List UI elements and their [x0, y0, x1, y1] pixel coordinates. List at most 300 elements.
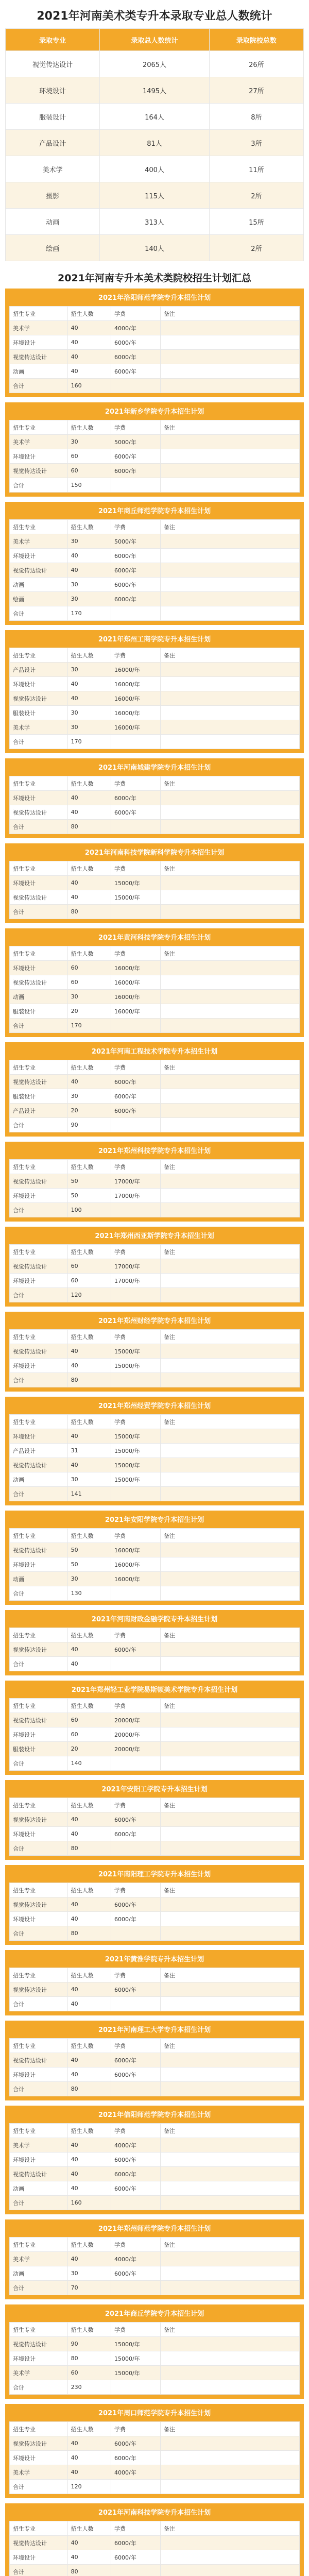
plan-row — [10, 890, 300, 905]
plan-cell: 80 — [67, 820, 111, 834]
school-plan-table — [9, 1798, 300, 1856]
plan-row — [10, 1444, 300, 1458]
plan-cell: 15000/年 — [111, 1458, 161, 1472]
school-plan-table — [9, 648, 300, 749]
plan-cell: 环境设计 — [10, 335, 68, 350]
plan-row — [10, 2337, 300, 2351]
plan-cell: 服装设计 — [10, 706, 68, 720]
plan-cell: 40 — [67, 2053, 111, 2067]
summary-cell: 美术学 — [6, 156, 100, 182]
plan-header-cell: 招生人数 — [67, 1330, 111, 1344]
summary-row — [6, 182, 304, 209]
plan-cell: 15000/年 — [111, 1444, 161, 1458]
plan-cell: 6000/年 — [111, 364, 161, 379]
plan-cell: 动画 — [10, 2181, 68, 2196]
plan-cell: 40 — [67, 2252, 111, 2266]
plan-header-cell: 学费 — [111, 2323, 161, 2337]
plan-cell: 视觉传达设计 — [10, 1259, 68, 1274]
plan-cell: 16000/年 — [111, 720, 161, 735]
plan-cell: 6000/年 — [111, 549, 161, 563]
plan-row — [10, 578, 300, 592]
plan-header-row — [10, 1628, 300, 1642]
plan-row — [10, 905, 300, 919]
summary-row — [6, 235, 304, 261]
plan-cell: 31 — [67, 1444, 111, 1458]
plan-cell: 6000/年 — [111, 791, 161, 805]
plan-row — [10, 2196, 300, 2210]
plan-cell — [160, 1458, 299, 1472]
plan-cell — [160, 1557, 299, 1572]
plan-cell: 合计 — [10, 2565, 68, 2576]
school-plan-block — [5, 758, 304, 838]
plan-cell — [160, 1997, 299, 2011]
plan-header-cell: 学费 — [111, 648, 161, 663]
summary-row — [6, 104, 304, 130]
plan-header-cell: 招生人数 — [67, 2039, 111, 2053]
plan-cell: 40 — [67, 2067, 111, 2082]
plan-cell: 视觉传达设计 — [10, 2337, 68, 2351]
plan-cell: 合计 — [10, 2082, 68, 2096]
plan-row — [10, 1926, 300, 1941]
plan-cell — [160, 2436, 299, 2451]
plan-row — [10, 2082, 300, 2096]
school-plan-title: 2021年郑州轻工业学院易斯顿美术学院专升本招生计划 — [71, 1686, 238, 1694]
summary-cell: 动画 — [6, 209, 100, 235]
summary-cell: 11所 — [209, 156, 303, 182]
plan-cell — [160, 990, 299, 1004]
plan-cell: 合计 — [10, 379, 68, 393]
plan-header-cell: 招生专业 — [10, 1245, 68, 1259]
plan-cell — [160, 1373, 299, 1387]
plan-cell: 30 — [67, 1089, 111, 1104]
plan-cell — [160, 1982, 299, 1997]
plan-cell — [160, 335, 299, 350]
school-plan-title: 2021年河南城建学院专升本招生计划 — [98, 764, 211, 772]
summary-cell: 环境设计 — [6, 77, 100, 104]
plan-cell — [160, 1075, 299, 1089]
school-plan-block — [5, 1681, 304, 1775]
plan-cell: 6000/年 — [111, 1089, 161, 1104]
plan-row — [10, 1259, 300, 1274]
plan-cell — [111, 820, 161, 834]
plan-cell: 视觉传达设计 — [10, 563, 68, 578]
plan-row — [10, 1359, 300, 1373]
school-plan-title: 2021年安阳学院专升本招生计划 — [105, 1516, 204, 1524]
plan-cell: 40 — [67, 791, 111, 805]
plan-cell — [111, 478, 161, 493]
plan-header-cell: 学费 — [111, 2238, 161, 2252]
plan-header-cell: 学费 — [111, 1415, 161, 1429]
plan-cell — [160, 2067, 299, 2082]
plan-row — [10, 2565, 300, 2576]
plan-cell — [160, 1259, 299, 1274]
school-plan-title: 2021年信阳师范学院专升本招生计划 — [98, 2111, 211, 2119]
school-plan-title: 2021年商丘学院专升本招生计划 — [105, 2310, 204, 2318]
plan-cell: 50 — [67, 1543, 111, 1557]
plan-cell — [160, 1727, 299, 1742]
plan-cell: 60 — [67, 449, 111, 464]
plan-header-cell: 学费 — [111, 1883, 161, 1897]
plan-cell — [160, 1543, 299, 1557]
plan-cell: 合计 — [10, 1841, 68, 1856]
plan-cell: 视觉传达设计 — [10, 1543, 68, 1557]
summary-cell: 视觉传达设计 — [6, 51, 100, 77]
plan-cell: 130 — [67, 1586, 111, 1601]
plan-header-row — [10, 2422, 300, 2436]
plan-cell: 20 — [67, 1104, 111, 1118]
school-plan-block — [5, 1610, 304, 1675]
plan-cell: 15000/年 — [111, 1359, 161, 1373]
plan-cell: 绘画 — [10, 592, 68, 606]
plan-cell — [160, 2366, 299, 2380]
plan-row — [10, 2380, 300, 2395]
plan-header-cell: 备注 — [160, 420, 299, 435]
plan-cell: 视觉传达设计 — [10, 2436, 68, 2451]
school-plan-title: 2021年郑州财经学院专升本招生计划 — [98, 1317, 211, 1325]
plan-cell: 40 — [67, 350, 111, 364]
plan-cell: 合计 — [10, 1203, 68, 1217]
plan-cell — [160, 1118, 299, 1132]
plan-cell: 环境设计 — [10, 2451, 68, 2465]
plan-cell — [160, 1274, 299, 1288]
plan-cell: 视觉传达设计 — [10, 1174, 68, 1189]
plan-header-cell: 学费 — [111, 1699, 161, 1713]
plan-cell — [160, 1104, 299, 1118]
plan-header-cell: 招生专业 — [10, 1529, 68, 1543]
plan-cell — [160, 478, 299, 493]
plan-cell — [160, 563, 299, 578]
plan-header-row — [10, 1330, 300, 1344]
school-plan-block — [5, 630, 304, 753]
school-plan-table — [9, 776, 300, 834]
plan-cell — [160, 2196, 299, 2210]
plan-row — [10, 1429, 300, 1444]
plan-cell: 美术学 — [10, 2138, 68, 2153]
plan-cell — [160, 706, 299, 720]
plan-header-cell: 备注 — [160, 520, 299, 534]
plan-header-cell: 学费 — [111, 2521, 161, 2536]
plan-cell — [160, 2053, 299, 2067]
school-plan-table — [9, 1628, 300, 1671]
plan-row — [10, 321, 300, 335]
plan-cell: 环境设计 — [10, 791, 68, 805]
school-plan-title: 2021年郑州师范学院专升本招生计划 — [98, 2225, 211, 2233]
plan-cell — [160, 2380, 299, 2395]
summary-cell: 81人 — [100, 130, 210, 156]
school-plan-block — [5, 2219, 304, 2299]
plan-cell: 6000/年 — [111, 2536, 161, 2550]
plan-cell: 视觉传达设计 — [10, 1642, 68, 1657]
summary-row — [6, 77, 304, 104]
plan-cell: 美术学 — [10, 720, 68, 735]
school-plan-block — [5, 928, 304, 1037]
plan-cell: 视觉传达设计 — [10, 805, 68, 820]
plan-cell: 40 — [67, 2436, 111, 2451]
plan-cell — [160, 735, 299, 749]
plan-row — [10, 2281, 300, 2295]
plan-cell: 视觉传达设计 — [10, 350, 68, 364]
plan-row — [10, 1373, 300, 1387]
plan-cell: 30 — [67, 706, 111, 720]
plan-row — [10, 1118, 300, 1132]
plan-header-cell: 招生人数 — [67, 2124, 111, 2138]
plan-cell — [111, 1841, 161, 1856]
plan-cell: 40 — [67, 691, 111, 706]
plan-cell: 170 — [67, 735, 111, 749]
plan-row — [10, 1657, 300, 1671]
plan-header-cell: 招生专业 — [10, 861, 68, 876]
plan-header-cell: 备注 — [160, 1415, 299, 1429]
plan-cell: 40 — [67, 2451, 111, 2465]
summary-cell: 115人 — [100, 182, 210, 209]
plan-cell — [160, 905, 299, 919]
plan-row — [10, 606, 300, 621]
school-plan-title: 2021年郑州经贸学院专升本招生计划 — [98, 1402, 211, 1410]
plan-cell: 6000/年 — [111, 1075, 161, 1089]
plan-cell: 合计 — [10, 1657, 68, 1671]
plan-cell: 30 — [67, 2266, 111, 2281]
school-plan-table — [9, 1698, 300, 1771]
plan-cell: 40 — [67, 1997, 111, 2011]
plan-row — [10, 1288, 300, 1302]
plan-cell: 合计 — [10, 2480, 68, 2494]
plan-row — [10, 335, 300, 350]
plan-cell — [111, 2281, 161, 2295]
school-plan-table — [9, 2123, 300, 2210]
plan-cell: 合计 — [10, 1997, 68, 2011]
plan-row — [10, 1089, 300, 1104]
plan-cell: 6000/年 — [111, 449, 161, 464]
plan-header-cell: 招生专业 — [10, 1160, 68, 1174]
plan-row — [10, 1189, 300, 1203]
plan-cell: 80 — [67, 905, 111, 919]
plan-cell — [111, 1373, 161, 1387]
plan-cell: 产品设计 — [10, 1104, 68, 1118]
plan-row — [10, 2451, 300, 2465]
plan-cell: 170 — [67, 1019, 111, 1033]
plan-cell: 30 — [67, 592, 111, 606]
plan-row — [10, 478, 300, 493]
plan-header-cell: 招生专业 — [10, 2422, 68, 2436]
plan-row — [10, 1572, 300, 1586]
plan-cell — [160, 2465, 299, 2480]
plan-cell: 16000/年 — [111, 677, 161, 691]
plan-header-cell: 备注 — [160, 1160, 299, 1174]
plan-header-cell: 备注 — [160, 648, 299, 663]
plan-header-cell: 招生专业 — [10, 946, 68, 961]
plan-cell — [160, 2565, 299, 2576]
plan-cell: 4000/年 — [111, 2138, 161, 2153]
plan-cell: 160 — [67, 2196, 111, 2210]
plan-cell: 40 — [67, 335, 111, 350]
plan-row — [10, 1174, 300, 1189]
plan-header-cell: 招生人数 — [67, 520, 111, 534]
plan-cell — [160, 1713, 299, 1727]
plan-cell: 40 — [67, 1429, 111, 1444]
school-plan-block — [5, 1865, 304, 1945]
plan-cell: 6000/年 — [111, 592, 161, 606]
plan-cell: 6000/年 — [111, 1642, 161, 1657]
plan-row — [10, 364, 300, 379]
plan-row — [10, 1458, 300, 1472]
plan-row — [10, 1543, 300, 1557]
plan-header-cell: 招生专业 — [10, 1699, 68, 1713]
plan-cell: 15000/年 — [111, 876, 161, 890]
plan-cell: 40 — [67, 1982, 111, 1997]
plan-header-row — [10, 861, 300, 876]
plan-header-cell: 备注 — [160, 307, 299, 321]
school-plan-table — [9, 946, 300, 1033]
plan-header-cell: 招生人数 — [67, 1883, 111, 1897]
summary-cell: 摄影 — [6, 182, 100, 209]
plan-cell: 60 — [67, 1274, 111, 1288]
plan-header-cell: 招生专业 — [10, 1798, 68, 1812]
plan-cell — [111, 379, 161, 393]
plan-cell: 环境设计 — [10, 677, 68, 691]
summary-cell: 8所 — [209, 104, 303, 130]
plan-cell: 6000/年 — [111, 2266, 161, 2281]
plan-cell — [160, 534, 299, 549]
plan-header-cell: 学费 — [111, 307, 161, 321]
plan-row — [10, 1104, 300, 1118]
plan-cell: 80 — [67, 1373, 111, 1387]
plan-header-cell: 招生人数 — [67, 2323, 111, 2337]
plan-cell — [160, 2451, 299, 2465]
plan-cell: 15000/年 — [111, 2366, 161, 2380]
plan-row — [10, 1586, 300, 1601]
plan-cell — [160, 805, 299, 820]
plan-cell: 产品设计 — [10, 663, 68, 677]
plan-cell: 40 — [67, 321, 111, 335]
plan-header-cell: 招生专业 — [10, 1883, 68, 1897]
plan-cell — [160, 1586, 299, 1601]
plan-header-cell: 招生人数 — [67, 420, 111, 435]
plan-row — [10, 1557, 300, 1572]
plan-row — [10, 2550, 300, 2565]
plan-row — [10, 1075, 300, 1089]
plan-cell — [111, 1019, 161, 1033]
plan-cell: 40 — [67, 2465, 111, 2480]
plan-cell — [111, 2380, 161, 2395]
plan-cell: 视觉传达设计 — [10, 1458, 68, 1472]
school-plan-block — [5, 1042, 304, 1137]
plan-cell — [160, 2082, 299, 2096]
plan-cell: 视觉传达设计 — [10, 464, 68, 478]
plan-header-row — [10, 1968, 300, 1982]
plan-header-cell: 招生人数 — [67, 1245, 111, 1259]
plan-cell: 6000/年 — [111, 1827, 161, 1841]
school-plan-table — [9, 1329, 300, 1387]
plan-cell: 6000/年 — [111, 563, 161, 578]
plan-cell: 环境设计 — [10, 1827, 68, 1841]
plan-cell — [160, 1203, 299, 1217]
plan-header-row — [10, 1699, 300, 1713]
plan-cell: 40 — [67, 890, 111, 905]
plan-header-cell: 学费 — [111, 776, 161, 791]
plan-cell — [160, 1089, 299, 1104]
plan-cell — [160, 364, 299, 379]
plan-cell: 17000/年 — [111, 1174, 161, 1189]
plan-cell: 40 — [67, 2153, 111, 2167]
plan-cell — [160, 2167, 299, 2181]
plan-row — [10, 805, 300, 820]
plan-header-cell: 招生人数 — [67, 648, 111, 663]
plan-cell: 环境设计 — [10, 1429, 68, 1444]
school-plan-block — [5, 1142, 304, 1222]
plan-cell: 40 — [67, 1657, 111, 1671]
plan-cell: 30 — [67, 1572, 111, 1586]
plan-cell: 视觉传达设计 — [10, 975, 68, 990]
plan-row — [10, 379, 300, 393]
plan-header-row — [10, 946, 300, 961]
plan-cell: 15000/年 — [111, 1344, 161, 1359]
school-plan-table — [9, 861, 300, 919]
plan-cell: 美术学 — [10, 2252, 68, 2266]
plan-row — [10, 706, 300, 720]
plan-header-row — [10, 307, 300, 321]
plan-cell: 合计 — [10, 1019, 68, 1033]
plan-header-row — [10, 1160, 300, 1174]
school-plan-title: 2021年周口师范学院专升本招生计划 — [98, 2410, 211, 2417]
plan-cell: 15000/年 — [111, 2351, 161, 2366]
plan-cell — [160, 975, 299, 990]
plan-cell — [160, 464, 299, 478]
plan-row — [10, 1827, 300, 1841]
plan-cell — [160, 1429, 299, 1444]
plan-cell: 40 — [67, 2167, 111, 2181]
plan-cell: 90 — [67, 1118, 111, 1132]
plan-header-row — [10, 2521, 300, 2536]
plan-cell: 美术学 — [10, 321, 68, 335]
plan-cell — [111, 1203, 161, 1217]
plan-cell: 6000/年 — [111, 2436, 161, 2451]
plan-row — [10, 1203, 300, 1217]
plan-header-cell: 招生人数 — [67, 1628, 111, 1642]
plan-header-row — [10, 2238, 300, 2252]
school-plan-title: 2021年商丘师范学院专升本招生计划 — [98, 507, 211, 515]
plan-cell — [160, 1288, 299, 1302]
plan-cell: 80 — [67, 2351, 111, 2366]
plan-cell: 140 — [67, 1756, 111, 1771]
summary-cell: 2所 — [209, 182, 303, 209]
school-plan-table — [9, 2521, 300, 2576]
plan-header-cell: 招生专业 — [10, 520, 68, 534]
plan-cell: 16000/年 — [111, 1572, 161, 1586]
plan-cell: 合计 — [10, 1926, 68, 1941]
plan-cell: 80 — [67, 1841, 111, 1856]
plan-cell — [160, 1756, 299, 1771]
school-plan-table — [9, 2237, 300, 2295]
school-plan-title: 2021年郑州工商学院专升本招生计划 — [98, 636, 211, 643]
summary-cell: 绘画 — [6, 235, 100, 261]
plan-cell: 环境设计 — [10, 549, 68, 563]
plan-cell: 6000/年 — [111, 1912, 161, 1926]
plan-cell: 40 — [67, 1897, 111, 1912]
plan-cell: 6000/年 — [111, 805, 161, 820]
plan-cell: 5000/年 — [111, 435, 161, 449]
plan-header-cell: 学费 — [111, 1160, 161, 1174]
plan-row — [10, 1841, 300, 1856]
summary-cell: 2所 — [209, 235, 303, 261]
plan-cell — [160, 677, 299, 691]
plan-header-cell: 招生人数 — [67, 776, 111, 791]
plan-row — [10, 791, 300, 805]
plan-cell: 合计 — [10, 2281, 68, 2295]
plan-cell: 80 — [67, 2565, 111, 2576]
plan-cell: 环境设计 — [10, 1912, 68, 1926]
summary-header-cell: 录取专业 — [6, 29, 100, 51]
plan-header-cell: 备注 — [160, 1245, 299, 1259]
